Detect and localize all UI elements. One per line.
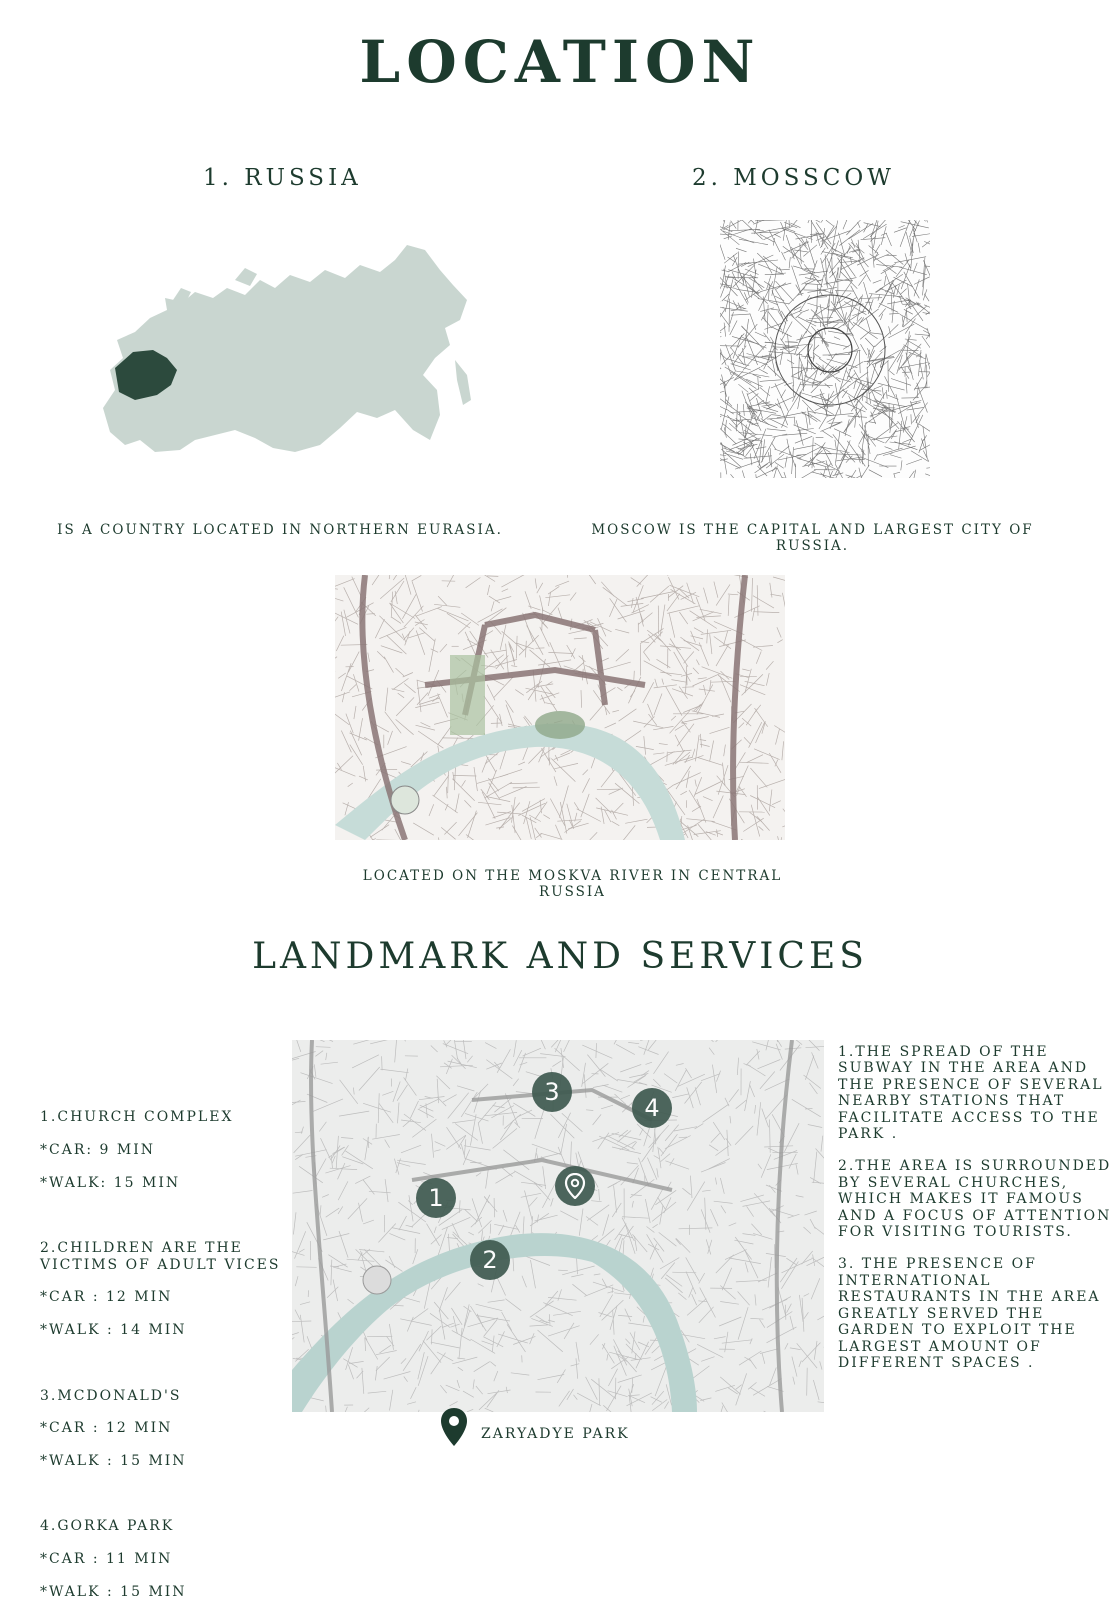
landmark-map <box>292 1040 824 1412</box>
note-3: 3. THE PRESENCE OF INTERNATIONAL RESTAURANTS IN THE AREA GREATLY SERVED THE GARDEN TO EXPLOIT THE LARGEST AMOUNT OF DIFFERENT SPACES . <box>838 1256 1113 1371</box>
russia-caption: IS A COUNTRY LOCATED IN NORTHERN EURASIA. <box>50 522 510 538</box>
note-1: 1.THE SPREAD OF THE SUBWAY IN THE AREA AND THE PRESENCE OF SEVERAL NEARBY STATIONS THAT FACILITATE ACCESS TO THE PARK . <box>838 1044 1113 1142</box>
russia-heading: 1. RUSSIA <box>203 165 362 191</box>
marker-2[interactable]: 2 <box>470 1240 510 1280</box>
park-label: ZARYADYE PARK <box>481 1426 630 1442</box>
note-2: 2.THE AREA IS SURROUNDED BY SEVERAL CHURCHES, WHICH MAKES IT FAMOUS AND A FOCUS OF ATTENTION FOR VISITING TOURISTS. <box>838 1158 1113 1240</box>
landmark-list <box>40 1093 285 1617</box>
marker-4[interactable]: 4 <box>632 1088 672 1128</box>
moscow-street-map <box>720 220 930 478</box>
landmark-item-1: 1.CHURCH COMPLEX *CAR: 9 MIN *WALK: 15 MIN <box>40 1093 285 1208</box>
park-location-marker[interactable] <box>555 1166 595 1206</box>
moscow-heading: 2. MOSSCOW <box>692 165 895 191</box>
landmark-item-2: 2.CHILDREN ARE THE VICTIMS OF ADULT VICES *CAR : 12 MIN *WALK : 14 MIN <box>40 1224 285 1355</box>
marker-1[interactable]: 1 <box>416 1178 456 1218</box>
landmarks-heading: LANDMARK AND SERVICES <box>0 936 1120 977</box>
landmark-item-4: 4.GORKA PARK *CAR : 11 MIN *WALK : 15 MIN <box>40 1502 285 1617</box>
right-notes <box>838 1044 1113 1371</box>
russia-map <box>95 240 475 460</box>
page-title: LOCATION <box>0 28 1120 96</box>
marker-3[interactable]: 3 <box>532 1072 572 1112</box>
map-pin-icon <box>439 1406 469 1448</box>
russia-shape <box>103 245 467 452</box>
central-district-map <box>335 575 785 840</box>
map-pin-icon <box>564 1173 586 1199</box>
moscow-caption: MOSCOW IS THE CAPITAL AND LARGEST CITY OF RUSSIA. <box>580 522 1045 554</box>
landmark-item-3: 3.MCDONALD'S *CAR : 12 MIN *WALK : 15 MIN <box>40 1371 285 1486</box>
river-caption: LOCATED ON THE MOSKVA RIVER IN CENTRAL RUSSIA <box>360 868 785 900</box>
